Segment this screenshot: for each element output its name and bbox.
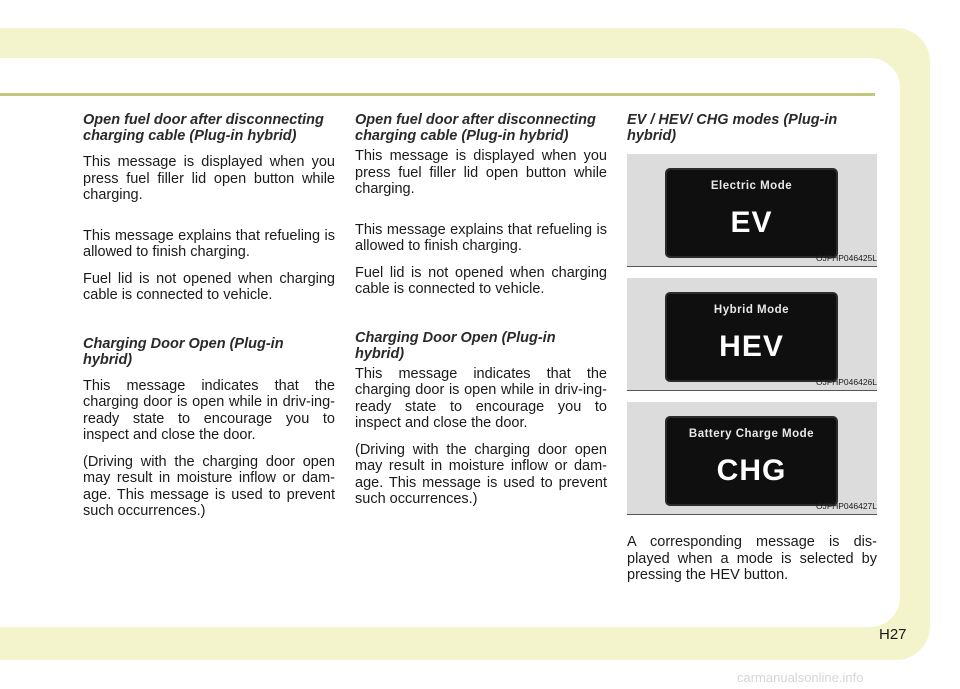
cluster-display	[665, 168, 838, 258]
section-heading-charging-door: Charging Door Open (Plug-in hybrid)	[83, 335, 284, 368]
column-right	[627, 112, 877, 594]
column-middle	[355, 112, 607, 518]
section-heading-charging-door: Charging Door Open (Plug-in hybrid)	[355, 329, 556, 362]
page-number: H27	[879, 626, 907, 643]
figure-code: OJFHP046427L	[816, 501, 877, 511]
section-heading-modes: EV / HEV/ CHG modes (Plug-in hybrid)	[627, 112, 838, 144]
mode-label: Battery Charge Mode	[688, 428, 815, 440]
paragraph: This message explains that refueling is allowed to finish charging.	[355, 221, 607, 254]
figure-battery-charge-mode	[627, 402, 877, 512]
mode-abbreviation: HEV	[719, 330, 784, 363]
cluster-display	[665, 292, 838, 382]
section-heading-fuel-door: Open fuel door after disconnecting charging cable (Plug-in hybrid)	[83, 112, 324, 144]
paragraph: Fuel lid is not opened when charging cable is connected to vehicle.	[355, 264, 607, 297]
figure-caption	[627, 501, 877, 527]
section-heading-fuel-door: Open fuel door after disconnecting charging cable (Plug-in hybrid)	[355, 112, 596, 144]
figure-hybrid-mode	[627, 278, 877, 388]
mode-abbreviation: CHG	[716, 454, 787, 487]
paragraph: This message indicates that the charging door is open while in driv-ing-ready state to encourage you to inspect and close the door.	[355, 365, 607, 431]
figure-code: OJFHP046425L	[816, 253, 877, 263]
mode-abbreviation: EV	[730, 206, 773, 239]
mode-label: Hybrid Mode	[713, 304, 790, 316]
column-left	[83, 112, 335, 530]
paragraph: (Driving with the charging door open may result in moisture inflow or dam-age. This message is used to prevent such occurrences.)	[355, 441, 607, 507]
paragraph: This message indicates that the charging door is open while in driv-ing-ready state to encourage you to inspect and close the door.	[83, 377, 335, 443]
paragraph: This message explains that refueling is allowed to finish charging.	[83, 227, 335, 260]
figure-electric-mode	[627, 154, 877, 264]
paragraph: This message is displayed when you press fuel filler lid open button while charging.	[83, 154, 335, 203]
watermark: carmanualsonline.info	[737, 670, 864, 685]
paragraph: Fuel lid is not opened when charging cable is connected to vehicle.	[83, 270, 335, 303]
cluster-display	[665, 416, 838, 506]
header-rule	[0, 93, 875, 96]
paragraph: (Driving with the charging door open may result in moisture inflow or dam-age. This message is used to prevent such occurrences.)	[83, 453, 335, 519]
paragraph: A corresponding message is dis-played when a mode is selected by pressing the HEV button.	[627, 534, 877, 583]
figure-code: OJFHP046426L	[816, 377, 877, 387]
paragraph: This message is displayed when you press fuel filler lid open button while charging.	[355, 148, 607, 197]
mode-label: Electric Mode	[710, 180, 793, 192]
